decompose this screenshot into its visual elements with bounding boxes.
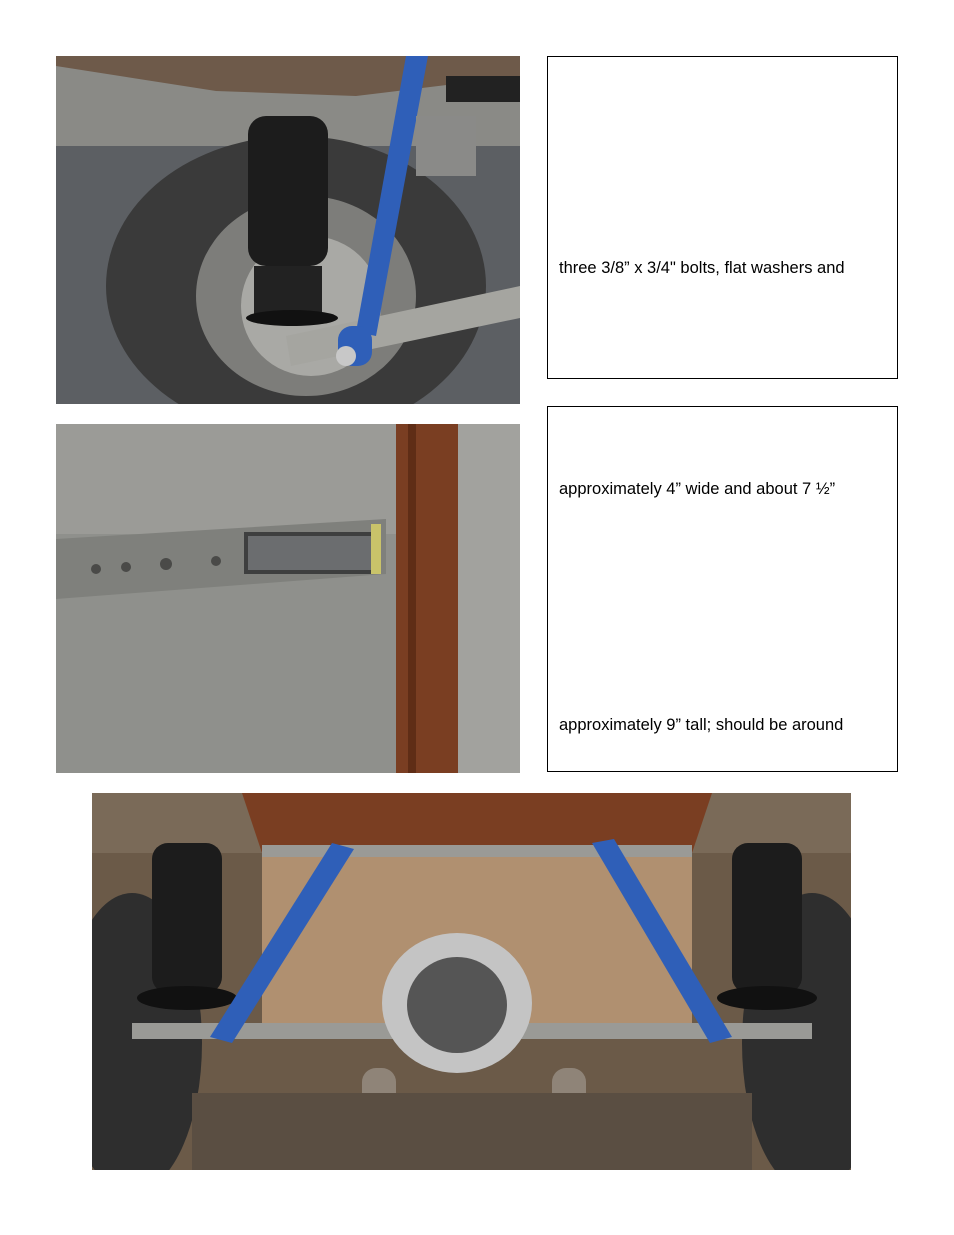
rear-suspension-overview-photo — [92, 793, 851, 1170]
frame-rail-notch-photo — [56, 424, 520, 773]
rear-air-bag-and-shock-photo — [56, 56, 520, 404]
instruction-text-box-2 — [547, 406, 898, 772]
instruction-line: approximately 4” wide and about 7 ½” — [559, 480, 836, 498]
instruction-text-box-1 — [547, 56, 898, 379]
instruction-line: three 3/8” x 3/4" bolts, flat washers and — [559, 259, 845, 277]
instruction-line: approximately 9” tall; should be around — [559, 716, 844, 734]
